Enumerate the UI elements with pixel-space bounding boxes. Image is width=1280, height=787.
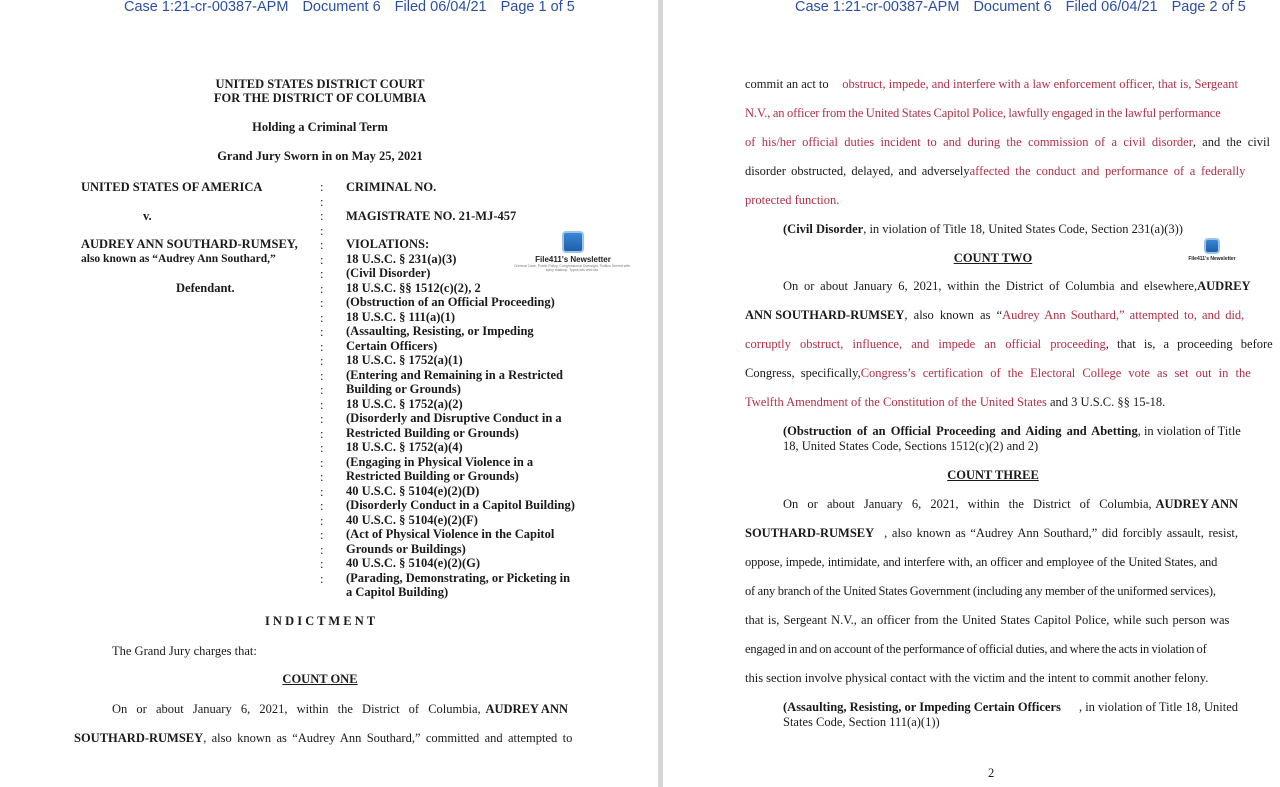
body-text: disorder obstructed, delayed, and adversely [745, 164, 970, 178]
violation-line: 40 U.S.C. § 5104(e)(2)(D) [346, 483, 480, 498]
p3-line-2 [745, 526, 1238, 540]
violation-line: (Entering and Remaining in a Restricted [346, 367, 564, 382]
count-one-text: , also known as “Audrey Ann Southard,” committed and attempted to [203, 731, 573, 745]
versus: v. [143, 209, 152, 223]
defendant-name: AUDREY ANN SOUTHARD-RUMSEY, [81, 237, 298, 251]
charges-intro: The Grand Jury charges that: [112, 644, 257, 658]
court-district: FOR THE DISTRICT OF COLUMBIA [213, 91, 427, 105]
body-text: , also known as “ [904, 308, 1003, 322]
body-text: commit an act to [745, 77, 829, 91]
document-number: Document 6 [973, 0, 1052, 15]
body-text: , also known as “Audrey Ann Southard,” did forcibly assault, resist, [884, 526, 1238, 540]
filed-date: Filed 06/04/21 [394, 0, 487, 15]
violation-line: (Obstruction of an Official Proceeding) [346, 295, 555, 309]
body-text: Congress, specifically, [745, 366, 861, 380]
violation-line: Building or Grounds) [346, 382, 461, 396]
violation-line: 18 U.S.C. §§ 1512(c)(2), 2 [346, 280, 481, 295]
defendant-aka: also known as “Audrey Ann Southard,” [81, 253, 276, 265]
p2-line-3 [745, 337, 1273, 351]
count-one-line-1 [112, 702, 568, 716]
defendant-ref: SOUTHARD-RUMSEY [745, 526, 875, 540]
p1-line-2: N.V., an officer from the United States Capitol Police, lawfully engaged in the lawful performance [745, 106, 1221, 120]
p2-line-4 [745, 366, 1251, 380]
citation-title: (Assaulting, Resisting, or Impeding Certain Officers [783, 700, 1061, 714]
violation-line: (Engaging in Physical Violence in a [346, 454, 534, 469]
newsletter-watermark [1151, 238, 1273, 262]
caption-colons: : : : : : : : : : : : : : : : : : : : : : : : : : : : : [320, 180, 324, 586]
violation-line: 18 U.S.C. § 1752(a)(4) [346, 440, 463, 454]
body-text: , that is, a proceeding before [1105, 337, 1273, 351]
violation-line: (Civil Disorder) [346, 266, 431, 280]
body-text: and 3 U.S.C. §§ 15-18. [1046, 395, 1166, 409]
newsletter-watermark [512, 231, 634, 272]
p1-line-5: protected function. [745, 193, 840, 207]
violation-line: 18 U.S.C. § 1752(a)(2) [346, 396, 463, 411]
defendant-ref: AUDREY [1197, 279, 1251, 293]
page-1-header [124, 0, 585, 15]
violation-line: 40 U.S.C. § 5104(e)(2)(F) [346, 512, 478, 527]
page-indicator: Page 1 of 5 [500, 0, 575, 15]
p1-line-3 [745, 135, 1270, 149]
count-three-heading: COUNT THREE [947, 468, 1039, 482]
defendant-ref: SOUTHARD-RUMSEY [74, 731, 204, 745]
defendant-ref: AUDREY ANN [485, 702, 568, 716]
watermark-name: File411's Newsletter [1188, 256, 1236, 262]
highlighted-text: Congress’s certification of the Electoral College vote as set out in the [860, 366, 1251, 380]
violations-label: VIOLATIONS: [346, 237, 430, 251]
violation-line: 18 U.S.C. § 231(a)(3) [346, 251, 457, 266]
highlighted-text: affected the conduct and performance of a federally [969, 164, 1246, 178]
citation-text: , in violation of Title 18, United States Code, Section 231(a)(3)) [863, 222, 1183, 236]
highlighted-text: corruptly obstruct, influence, and impede an official proceeding [745, 337, 1106, 351]
violation-line: Restricted Building or Grounds) [346, 469, 519, 483]
highlighted-text: obstruct, impede, and interfere with a law enforcement officer, that is, Sergeant [842, 77, 1238, 91]
watermark-tagline: Criminal Case, Public Policy, Congressional Oversight, Politics Served with spicy mashup. Typos lots and lots [513, 264, 631, 272]
document-number: Document 6 [302, 0, 381, 15]
defendant-ref: ANN SOUTHARD-RUMSEY [745, 308, 905, 322]
highlighted-text: Audrey Ann Southard,” attempted to, and did, [1002, 308, 1245, 322]
violation-line: a Capitol Building) [346, 585, 449, 599]
newsletter-logo-icon [562, 231, 584, 253]
p3-line-4: of any branch of the United States Government (including any member of the uniformed services), [745, 584, 1216, 598]
citation-text: , in violation of Title [1137, 424, 1241, 438]
indictment-title: I N D I C T M E N T [264, 614, 376, 628]
p3-line-6: engaged in and on account of the performance of official duties, and where the acts in violation of [745, 642, 1207, 656]
violation-line: (Disorderly and Disruptive Conduct in a [346, 411, 562, 425]
violation-line: (Disorderly Conduct in a Capitol Building) [346, 498, 575, 512]
criminal-no: CRIMINAL NO. [346, 180, 437, 194]
filed-date: Filed 06/04/21 [1065, 0, 1158, 15]
p1-line-4 [745, 164, 1246, 178]
p3-line-7: this section involve physical contact with the victim and the intent to commit another felony. [745, 671, 1209, 685]
obstruction-citation-line-2: 18, United States Code, Sections 1512(c)(2) and 2) [783, 439, 1039, 453]
body-text: , and the civil [1192, 135, 1270, 149]
defendant-ref: AUDREY ANN [1155, 497, 1238, 511]
violation-line: Certain Officers) [346, 338, 438, 353]
plaintiff-name: UNITED STATES OF AMERICA [81, 180, 263, 194]
court-name: UNITED STATES DISTRICT COURT [215, 77, 425, 91]
count-two-heading: COUNT TWO [953, 251, 1033, 265]
assault-citation-line-2: States Code, Section 111(a)(1)) [783, 715, 940, 729]
p1-line-1 [745, 77, 1238, 91]
citation-title: (Civil Disorder [783, 222, 864, 236]
p2-line-1 [783, 279, 1251, 293]
body-text: On or about January 6, 2021, within the District of Columbia and elsewhere, [783, 279, 1198, 293]
watermark-name: File411's Newsletter [535, 255, 611, 264]
civil-disorder-citation [783, 222, 1183, 236]
highlighted-text: Twelfth Amendment of the Constitution of the United States [745, 395, 1047, 409]
count-one-text: On or about January 6, 2021, within the District of Columbia, [112, 702, 481, 716]
defendant-label: Defendant. [176, 281, 235, 295]
citation-text: , in violation of Title 18, United [1078, 700, 1238, 714]
violation-line: (Assaulting, Resisting, or Impeding [346, 324, 534, 338]
violation-line: (Act of Physical Violence in the Capitol [346, 527, 555, 541]
case-number: Case 1:21-cr-00387-APM [795, 0, 960, 15]
court-term: Holding a Criminal Term [252, 120, 388, 134]
violation-line: 18 U.S.C. § 1752(a)(1) [346, 353, 463, 367]
page-number: 2 [988, 766, 995, 780]
violation-line: Restricted Building or Grounds) [346, 425, 519, 440]
page-2-header [795, 0, 1256, 15]
page-indicator: Page 2 of 5 [1171, 0, 1246, 15]
p3-line-5: that is, Sergeant N.V., an officer from the United States Capitol Police, while such person was [745, 613, 1230, 627]
count-one-line-2 [74, 731, 573, 745]
magistrate-no: MAGISTRATE NO. 21-MJ-457 [346, 209, 517, 223]
citation-title: (Obstruction of an Official Proceeding and Aiding and Abetting [783, 424, 1138, 438]
p3-line-1 [783, 497, 1238, 511]
violation-line: 40 U.S.C. § 5104(e)(2)(G) [346, 556, 481, 570]
grand-jury-sworn: Grand Jury Sworn in on May 25, 2021 [217, 149, 423, 163]
case-number: Case 1:21-cr-00387-APM [124, 0, 289, 15]
obstruction-citation [783, 424, 1241, 438]
violation-line: (Parading, Demonstrating, or Picketing in [346, 570, 571, 585]
assault-citation [783, 700, 1238, 714]
highlighted-text: of his/her official duties incident to and during the commission of a civil disorder [745, 135, 1193, 149]
p3-line-3: oppose, impede, intimidate, and interfere with, an officer and employee of the United States, and [745, 555, 1218, 569]
violation-line: 18 U.S.C. § 111(a)(1) [346, 309, 456, 324]
document-page-2 [663, 0, 1280, 787]
p2-line-2 [745, 308, 1245, 322]
violation-line: Grounds or Buildings) [346, 541, 466, 556]
violations-list [346, 237, 575, 600]
newsletter-logo-icon [1204, 238, 1220, 254]
p2-line-5 [745, 395, 1165, 409]
count-one-heading: COUNT ONE [282, 672, 358, 686]
body-text: On or about January 6, 2021, within the District of Columbia, [783, 497, 1152, 511]
